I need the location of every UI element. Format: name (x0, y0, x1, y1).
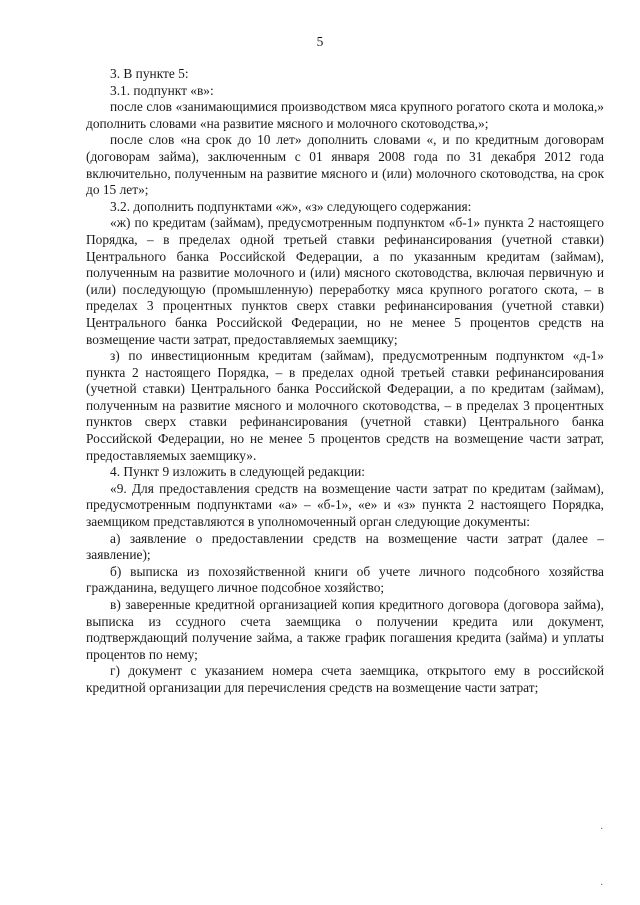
section-heading-4: 4. Пункт 9 изложить в следующей редакции: (110, 464, 366, 480)
subsection-3-1: 3.1. подпункт «в»: (110, 82, 214, 98)
subsection-3-2: 3.2. дополнить подпунктами «ж», «з» следующего содержания: (110, 198, 472, 214)
clause-zh: «ж) по кредитам (займам), предусмотренным подпунктом «б-1» пункта 2 настоящего Порядка, – в пределах одной третьей ставки рефинансирования (учетной ставки) Центрального банка Российской Федерации, а по указанным кредитам (займам), полученным на развитие молочного и (или) мясного скотоводства, включая первичную и (или) последующую (промышленную) переработку мяса крупного рогатого скота, – в пределах 3 процентных пунктов сверх ставки рефинансирования (учетной ставки) Центрального банка Российской Федерации, но не менее 5 процентов средств на возмещение части затрат, предоставляемых заемщику; (86, 215, 604, 347)
scan-mark: · (600, 824, 604, 835)
section-heading-3: 3. В пункте 5: (110, 66, 189, 81)
page-number: 5 (316, 34, 324, 49)
clause-z: з) по инвестиционным кредитам (займам), предусмотренным подпунктом «д-1» пункта 2 настоящего Порядка, – в пределах одной третьей ставки рефинансирования (учетной ставки) Центрального банка Российской Федерации, а по кредитам (займам), полученным на развитие мясного и молочного скотоводства, – в пределах 3 процентных пунктов сверх ставки рефинансирования (учетной ставки) Центрального банка Российской Федерации, но не менее 5 процентов средств на возмещение части затрат, предоставляемых заемщику». (86, 348, 604, 463)
paragraph-9-intro: «9. Для предоставления средств на возмещение части затрат по кредитам (займам), предусмотренным подпунктами «а» – «б-1», «е» и «з» пункта 2 настоящего Порядка, заемщиком представляются в уполномоченный орган следующие документы: (86, 480, 604, 530)
scan-mark: · (600, 880, 604, 891)
document-body (86, 66, 604, 697)
list-item-b: б) выписка из похозяйственной книги об учете личного подсобного хозяйства гражданина, ведущего личное подсобное хозяйство; (86, 563, 604, 596)
list-item-g: г) документ с указанием номера счета заемщика, открытого ему в российской кредитной организации для перечисления средств на возмещение части затрат; (86, 663, 604, 695)
paragraph-amendment-2: после слов «на срок до 10 лет» дополнить словами «, и по кредитным договорам (договорам займа), заключенным с 01 января 2008 года по 31 декабря 2012 года включительно, полученным на развитие мясного и (или) молочного скотоводства, на срок до 15 лет»; (86, 132, 604, 198)
paragraph-amendment-1: после слов «занимающимися производством мяса крупного рогатого скота и молока,» дополнить словами «на развитие мясного и молочного скотоводства,»; (86, 99, 604, 131)
list-item-a: а) заявление о предоставлении средств на возмещение части затрат (далее – заявление); (86, 530, 604, 563)
list-item-v: в) заверенные кредитной организацией копия кредитного договора (договора займа), выписка из ссудного счета заемщика о получении кредита или документ, подтверждающий получение займа, а также график погашения кредита (займа) и уплаты процентов по нему; (86, 597, 604, 662)
